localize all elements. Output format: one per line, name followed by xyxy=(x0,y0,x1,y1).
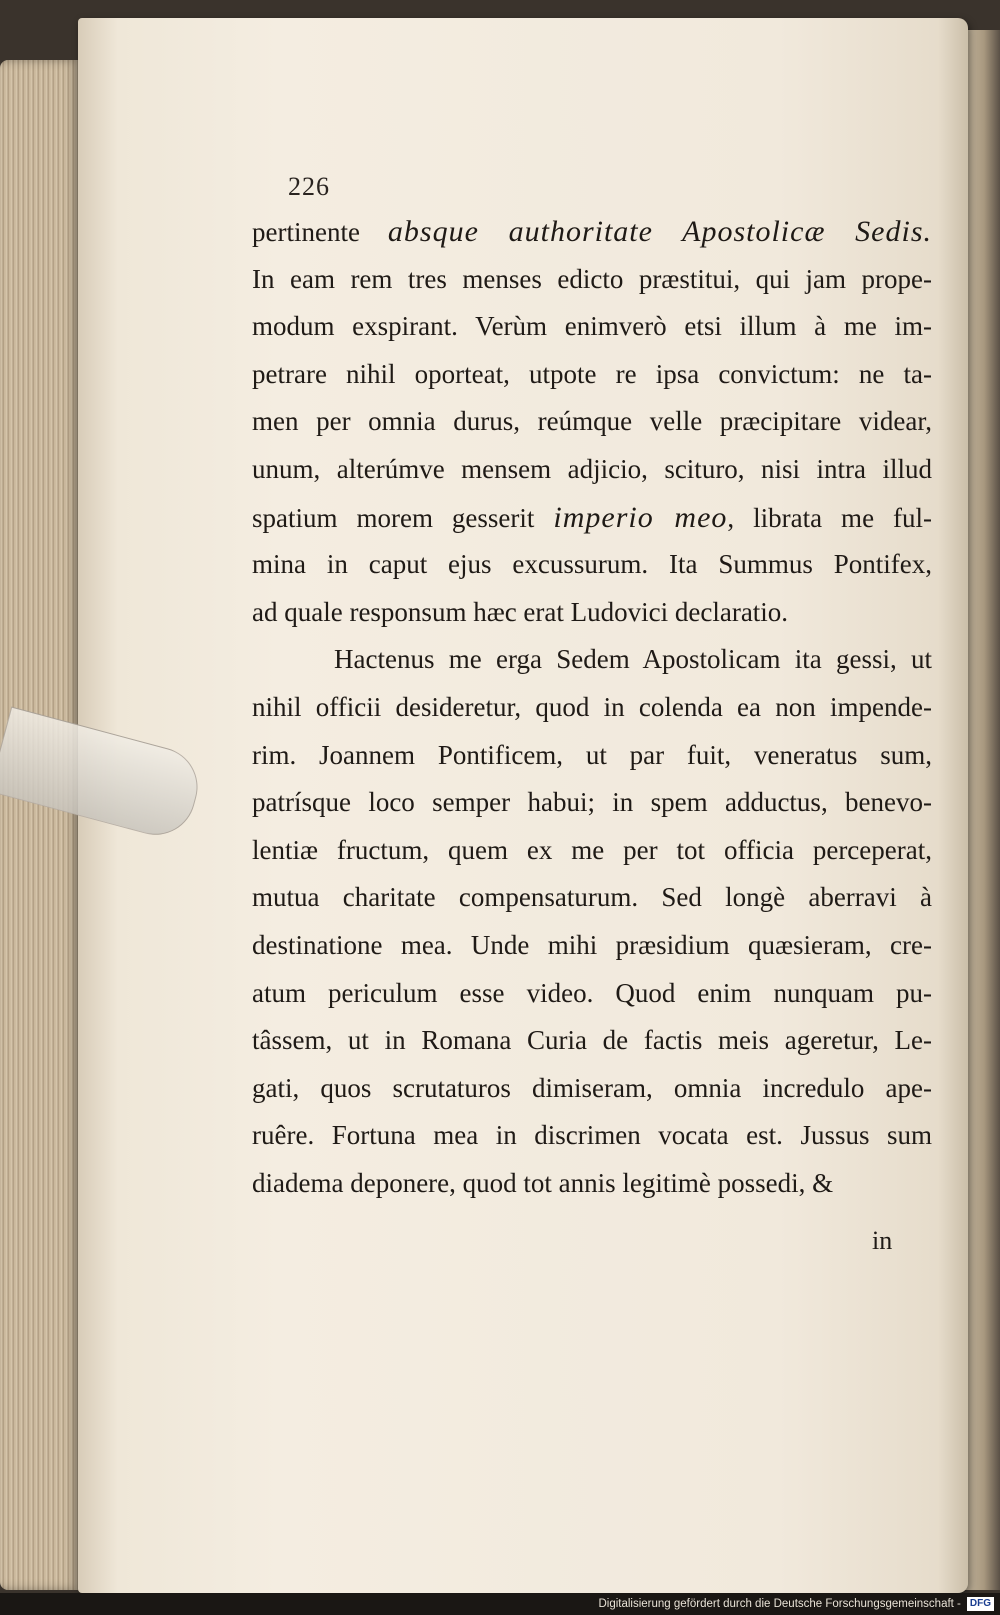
dfg-logo-icon: DFG xyxy=(967,1597,994,1611)
text-line-roman: Hactenus me erga Sedem Apostolicam ita gessi, ut xyxy=(334,644,932,675)
text-line-roman: diadema deponere, quod tot annis legitimè possedi, & xyxy=(252,1167,834,1198)
text-line-italic: imperio meo xyxy=(553,500,728,534)
text-line-roman: patrísque loco semper habui; in spem adductus, benevo- xyxy=(252,787,932,818)
text-line xyxy=(252,1160,932,1208)
text-line-roman: petrare nihil oporteat, utpote re ipsa convictum: ne ta- xyxy=(252,358,932,389)
text-line xyxy=(252,398,932,446)
text-line xyxy=(252,1017,932,1065)
text-line xyxy=(252,684,932,732)
footer-credit: Digitalisierung gefördert durch die Deutsche Forschungsgemeinschaft - xyxy=(598,1598,961,1610)
page-number: 226 xyxy=(288,172,330,201)
text-line-roman: spatium morem gesserit xyxy=(252,502,554,533)
catchword: in xyxy=(872,1226,893,1255)
text-line-roman: destinatione mea. Unde mihi præsidium quæsieram, cre- xyxy=(252,929,932,960)
text-line xyxy=(252,732,932,780)
text-line-roman: tâssem, ut in Romana Curia de factis meis ageretur, Le- xyxy=(252,1025,932,1056)
text-line-roman: lentiæ fructum, quem ex me per tot officia perceperat, xyxy=(252,834,932,865)
text-line xyxy=(252,589,932,637)
text-line xyxy=(252,1065,932,1113)
text-line xyxy=(252,494,932,542)
text-line xyxy=(252,970,932,1018)
text-line-roman: men per omnia durus, reúmque velle præcipitare videar, xyxy=(252,406,932,437)
text-line-roman: , librata me ful- xyxy=(727,502,933,533)
text-line-roman: ruêre. Fortuna mea in discrimen vocata est. Jussus sum xyxy=(252,1120,932,1151)
text-line xyxy=(252,303,932,351)
text-line xyxy=(252,636,932,684)
text-line xyxy=(252,922,932,970)
text-line xyxy=(252,779,932,827)
text-line-roman: mutua charitate compensaturum. Sed longè aberravi à xyxy=(252,882,932,913)
book-page-edges xyxy=(0,60,80,1590)
text-line-roman: ad quale responsum hæc erat Ludovici declaratio. xyxy=(252,596,789,627)
text-line xyxy=(252,874,932,922)
text-line xyxy=(252,541,932,589)
text-line xyxy=(252,208,932,256)
text-line xyxy=(252,827,932,875)
text-line-roman: atum periculum esse video. Quod enim nunquam pu- xyxy=(252,977,932,1008)
text-line-roman: pertinente xyxy=(252,217,388,247)
digitization-footer xyxy=(0,1593,1000,1615)
text-line xyxy=(252,256,932,304)
body-text xyxy=(252,208,932,1207)
text-line-italic: absque authoritate Apostolicæ Sedis. xyxy=(387,215,932,248)
text-line xyxy=(252,446,932,494)
text-line-roman: rim. Joannem Pontificem, ut par fuit, veneratus sum, xyxy=(252,739,932,770)
text-line-roman: nihil officii desideretur, quod in colenda ea non impende- xyxy=(252,691,932,722)
text-line-roman: modum exspirant. Verùm enimverò etsi illum à me im- xyxy=(252,311,932,342)
text-line-roman: In eam rem tres menses edicto præstitui, qui jam prope- xyxy=(252,263,932,294)
text-line xyxy=(252,1112,932,1160)
text-line-roman: gati, quos scrutaturos dimiseram, omnia incredulo ape- xyxy=(252,1072,932,1103)
text-line xyxy=(252,351,932,399)
text-line-roman: mina in caput ejus excussurum. Ita Summus Pontifex, xyxy=(252,549,932,580)
text-line-roman: unum, alterúmve mensem adjicio, scituro, nisi intra illud xyxy=(252,453,932,484)
